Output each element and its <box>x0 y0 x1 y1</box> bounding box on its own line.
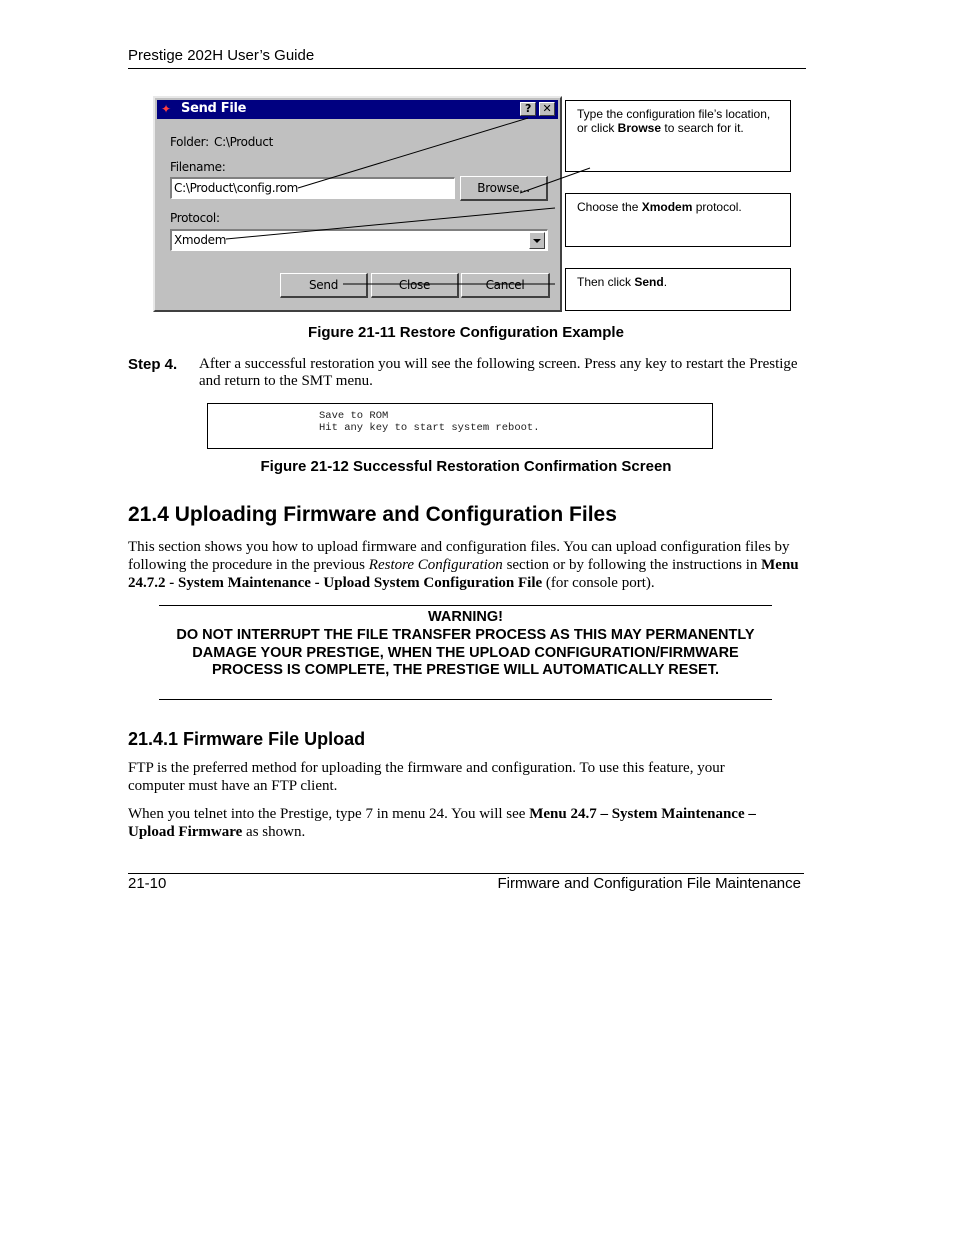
console-screen <box>207 403 713 449</box>
folder-value: C:\Product <box>214 135 274 149</box>
warning-rule-top <box>159 605 772 606</box>
section-paragraph <box>128 538 808 592</box>
leader-line-filename <box>298 118 528 188</box>
warning-body: DO NOT INTERRUPT THE FILE TRANSFER PROCESS AS THIS MAY PERMANENTLY DAMAGE YOUR PRESTIGE, WHEN THE UPLOAD CONFIGURATION/FIRMWARE PROCESS IS COMPLETE, THE PRESTIGE WILL AUTOMATICALLY RESET. <box>176 627 755 678</box>
text-run: When you telnet into the Prestige, type 7 in menu 24. You will see <box>128 806 530 822</box>
leader-line-browse <box>520 168 590 193</box>
protocol-label: Protocol: <box>170 211 220 225</box>
send-button[interactable]: Send <box>280 273 368 298</box>
app-icon: ✦ <box>161 102 171 116</box>
folder-label: Folder: <box>170 135 209 149</box>
page-number: 21-10 <box>128 875 167 892</box>
callout-text: Choose the <box>577 200 642 214</box>
callout-text: to search for it. <box>661 121 744 135</box>
callout-bold: Browse <box>617 121 662 135</box>
cancel-button[interactable]: Cancel <box>461 273 550 298</box>
browse-button[interactable]: Browse... <box>460 176 548 201</box>
text-run: as shown. <box>242 824 306 840</box>
bold-run: Menu 24.7 – System Maintenance – Upload Firmware <box>128 806 756 840</box>
figure-caption: Figure 21-11 Restore Configuration Example <box>308 324 624 341</box>
callout-text: Then click <box>577 275 635 289</box>
text-run: This section shows you how to upload firmware and configuration files. You can upload configuration files by following the procedure in the previous <box>128 539 790 573</box>
step-label: Step 4. <box>128 356 178 373</box>
running-head: Prestige 202H User’s Guide <box>128 47 315 64</box>
callout-text: protocol. <box>692 200 742 214</box>
leader-line-protocol <box>226 208 555 239</box>
subsection-paragraph: FTP is the preferred method for uploading the firmware and configuration. To use this feature, your computer must have an FTP client. <box>128 760 725 794</box>
close-button[interactable]: Close <box>371 273 459 298</box>
italic-run: Restore Configuration <box>368 557 503 573</box>
step-text: After a successful restoration you will see the following screen. Press any key to restart the Prestige and return to the SMT menu. <box>199 356 798 389</box>
close-icon[interactable]: ✕ <box>539 102 555 116</box>
warning-rule-bottom <box>159 699 772 700</box>
filename-input[interactable]: C:\Product\config.rom <box>170 177 455 199</box>
console-line: Hit any key to start system reboot. <box>319 422 540 434</box>
dialog-title: Send File <box>181 101 247 116</box>
console-line: Save to ROM <box>319 410 389 422</box>
callout-text: Type the configuration file’s location, or click <box>577 107 771 135</box>
bold-run: Menu 24.7.2 - System Maintenance - Upload System Configuration File <box>128 557 799 591</box>
text-run: section or by following the instructions in <box>502 557 762 573</box>
warning-title: WARNING! <box>428 609 503 625</box>
subsection-heading: 21.4.1 Firmware File Upload <box>128 729 366 749</box>
help-button[interactable]: ? <box>520 102 536 116</box>
callout-bold: Send <box>634 275 664 289</box>
callout-text: . <box>663 275 668 289</box>
figure-caption: Figure 21-12 Successful Restoration Confirmation Screen <box>260 458 672 475</box>
callout-bold: Xmodem <box>641 200 693 214</box>
footer-rule <box>128 873 804 874</box>
protocol-value: Xmodem <box>174 233 227 247</box>
chapter-title: Firmware and Configuration File Maintenance <box>497 875 801 892</box>
filename-label: Filename: <box>170 160 226 174</box>
section-heading: 21.4 Uploading Firmware and Configuration Files <box>128 503 617 526</box>
text-run: (for console port). <box>542 575 655 591</box>
subsection-paragraph <box>128 805 798 841</box>
